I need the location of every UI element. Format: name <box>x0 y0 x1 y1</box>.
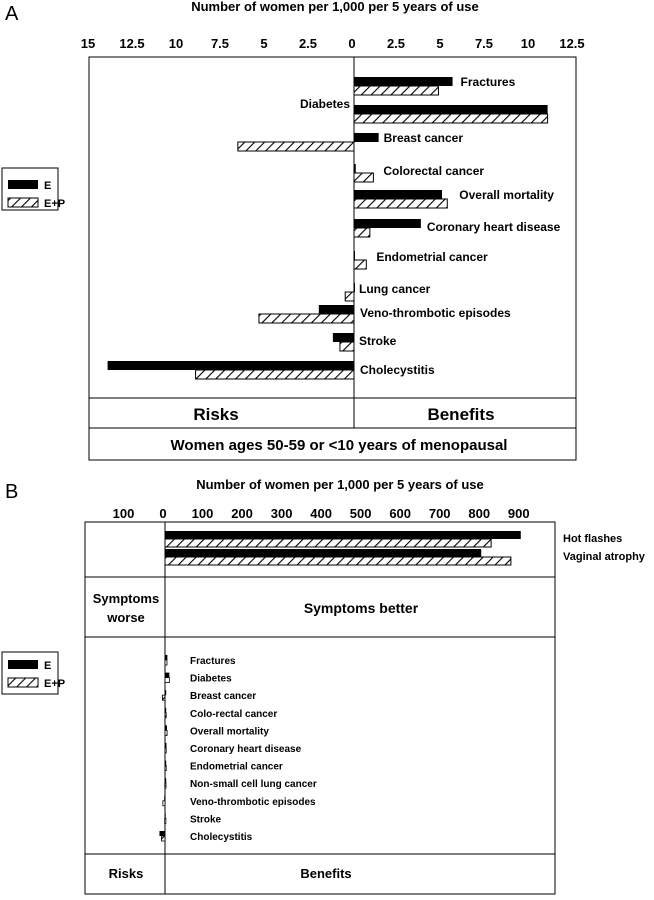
panel-a-tick-label: 12.5 <box>119 36 145 51</box>
panel-b-bar-e-diabetes <box>165 673 169 678</box>
panel-a-bar-e-p-endometrial-cancer <box>354 260 366 269</box>
panel-b-bar-e-vaginal-atrophy <box>165 549 481 557</box>
panel-b-disease-frame <box>85 637 555 854</box>
panel-b-label: B <box>5 481 19 503</box>
panel-b-title: Number of women per 1,000 per 5 years of use <box>196 477 484 492</box>
panel-b-bar-e-p-vaginal-atrophy <box>165 557 511 565</box>
panel-b-category-label: Diabetes <box>190 673 232 685</box>
panel-a-title: Number of women per 1,000 per 5 years of use <box>191 0 479 14</box>
legend-a-swatch-e <box>8 180 38 189</box>
panel-a-bar-e-overall-mortality <box>354 190 442 199</box>
panel-a-category-label: Cholecystitis <box>360 363 435 377</box>
panel-b-tick-label: 600 <box>389 506 412 521</box>
panel-a-bar-e-stroke <box>333 333 354 342</box>
panel-b-tick-label: 800 <box>468 506 491 521</box>
legend-b-label-ep: E+P <box>44 678 66 690</box>
panel-a-bar-e-p-lung-cancer <box>345 292 354 301</box>
panel-b-bar-e-p-fractures <box>165 660 167 665</box>
panel-a-category-label: Veno-thrombotic episodes <box>360 306 511 320</box>
panel-b-bar-e-overall-mortality <box>165 725 167 730</box>
panel-b-tick-label: 0 <box>159 506 167 521</box>
legend-a-label-e: E <box>44 180 52 192</box>
panel-b-bar-e-fractures <box>165 655 167 660</box>
panel-b-bar-e-cholecystitis <box>159 831 165 836</box>
panel-a-tick-label: 2.5 <box>298 36 318 51</box>
panel-b-risks-label: Risks <box>108 866 144 881</box>
legend-b-swatch-ep <box>8 678 38 687</box>
panel-a-tick-label: 10 <box>168 36 184 51</box>
legend-a-swatch-ep <box>8 198 38 207</box>
panel-a-tick-label: 2.5 <box>386 36 406 51</box>
panel-b-bar-e-veno-thrombotic-episodes <box>164 796 165 801</box>
panel-a-category-label: Coronary heart disease <box>426 220 561 234</box>
panel-b-category-label: Fractures <box>190 656 236 667</box>
panel-b-bar-e-p-coronary-heart-disease <box>165 748 166 753</box>
panel-a-label: A <box>5 3 19 25</box>
panel-a-category-label: Stroke <box>359 334 397 348</box>
panel-a-category-label: Colorectal cancer <box>383 164 485 178</box>
panel-b-bar-e-p-stroke <box>165 818 166 823</box>
panel-a-tick-label: 15 <box>80 36 96 51</box>
panel-b-bar-e-p-breast-cancer <box>162 695 165 700</box>
panel-a-bar-e-breast-cancer <box>354 133 379 142</box>
panel-a-bar-e-veno-thrombotic-episodes <box>319 305 354 314</box>
panel-a-risks-label: Risks <box>193 405 239 424</box>
panel-a-tick-label: 7.5 <box>210 36 230 51</box>
panel-a-tick-label: 5 <box>436 36 444 51</box>
panel-b-symptoms-better: Symptoms better <box>303 600 419 616</box>
panel-b-bar-e-hot-flashes <box>165 531 521 539</box>
panel-b-category-label: Coronary heart disease <box>190 744 302 755</box>
panel-a-bar-e-p-overall-mortality <box>354 199 447 208</box>
panel-b-tick-label: 400 <box>310 506 332 521</box>
panel-b-category-label: Overall mortality <box>190 726 269 738</box>
panel-a-side-row <box>89 398 576 428</box>
panel-b-category-label: Breast cancer <box>190 691 257 703</box>
panel-a-category-label: Breast cancer <box>383 131 464 145</box>
panel-b-tick-label: 900 <box>507 506 530 521</box>
panel-b-category-label: Cholecystitis <box>190 832 253 843</box>
panel-a-bar-e-p-coronary-heart-disease <box>354 228 370 237</box>
panel-a-category-label: Fractures <box>460 75 516 89</box>
panel-b-tick-label: 100 <box>112 506 135 521</box>
panel-a-category-label: Diabetes <box>299 97 350 111</box>
panel-b-bar-e-coronary-heart-disease <box>165 743 167 748</box>
panel-a-tick-label: 12.5 <box>559 36 585 51</box>
panel-b-bar-e-p-cholecystitis <box>161 836 165 841</box>
legend-b-label-e: E <box>44 660 52 672</box>
panel-b-bar-e-p-diabetes <box>165 678 169 683</box>
panel-b-benefits-label: Benefits <box>300 866 352 881</box>
panel-b-bar-e-p-colo-rectal-cancer <box>165 713 166 718</box>
panel-a-bar-e-p-stroke <box>340 342 354 351</box>
legend-a-label-ep: E+P <box>44 198 66 210</box>
panel-a-bar-e-p-breast-cancer <box>238 142 354 151</box>
panel-b-tick-label: 100 <box>191 506 214 521</box>
panel-b-bar-e-stroke <box>165 813 166 818</box>
panel-a-tick-label: 5 <box>260 36 268 51</box>
panel-b-bar-e-p-hot-flashes <box>165 539 491 547</box>
panel-a-bar-e-p-veno-thrombotic-episodes <box>259 314 354 323</box>
panel-b-category-label: Colo-rectal cancer <box>190 708 278 720</box>
legend-b-swatch-e <box>8 660 38 669</box>
panel-a-tick-label: 0 <box>348 36 356 51</box>
panel-b-category-label: Veno-thrombotic episodes <box>190 796 316 808</box>
panel-a-tick-label: 7.5 <box>474 36 494 51</box>
panel-a-bar-e-p-diabetes <box>354 114 548 123</box>
panel-b-bar-e-endometrial-cancer <box>165 761 166 766</box>
panel-b-bar-e-p-veno-thrombotic-episodes <box>163 801 165 806</box>
panel-b-tick-label: 700 <box>428 506 451 521</box>
panel-a-footer: Women ages 50-59 or <10 years of menopausal <box>170 437 508 454</box>
panel-a-bar-e-cholecystitis <box>108 361 354 370</box>
panel-a-benefits-label: Benefits <box>427 405 495 424</box>
panel-a-tick-label: 10 <box>520 36 536 51</box>
panel-a-bar-e-p-cholecystitis <box>196 370 354 379</box>
panel-b-category-label: Stroke <box>190 814 222 826</box>
panel-b-category-label: Non-small cell lung cancer <box>190 779 317 791</box>
panel-b-bar-e-breast-cancer <box>165 690 166 695</box>
panel-a-bar-e-fractures <box>354 77 453 86</box>
panel-a-bar-e-p-colorectal-cancer <box>354 173 373 182</box>
panel-a-category-label: Endometrial cancer <box>376 250 488 264</box>
panel-a-bar-e-coronary-heart-disease <box>354 219 421 228</box>
panel-b-symptom-label: Vaginal atrophy <box>563 551 645 563</box>
panel-b-bar-e-p-non-small-cell-lung-cancer <box>165 783 166 788</box>
panel-a-category-label: Lung cancer <box>359 282 431 296</box>
panel-b-bar-e-p-overall-mortality <box>165 730 167 735</box>
panel-b-category-label: Endometrial cancer <box>190 761 283 773</box>
panel-b-tick-label: 200 <box>231 506 253 521</box>
panel-b-bar-e-p-endometrial-cancer <box>165 766 166 771</box>
panel-b-bar-e-non-small-cell-lung-cancer <box>165 778 166 783</box>
panel-a-bar-e-p-fractures <box>354 86 438 95</box>
panel-b-tick-label: 500 <box>349 506 372 521</box>
panel-b-symptom-label: Hot flashes <box>563 533 623 545</box>
panel-b-bar-e-colo-rectal-cancer <box>165 708 166 713</box>
panel-b-symptoms-worse: Symptoms worse <box>92 591 160 625</box>
panel-a-category-label: Overall mortality <box>459 188 554 202</box>
panel-a-bar-e-diabetes <box>354 105 548 114</box>
panel-b-tick-label: 300 <box>270 506 293 521</box>
